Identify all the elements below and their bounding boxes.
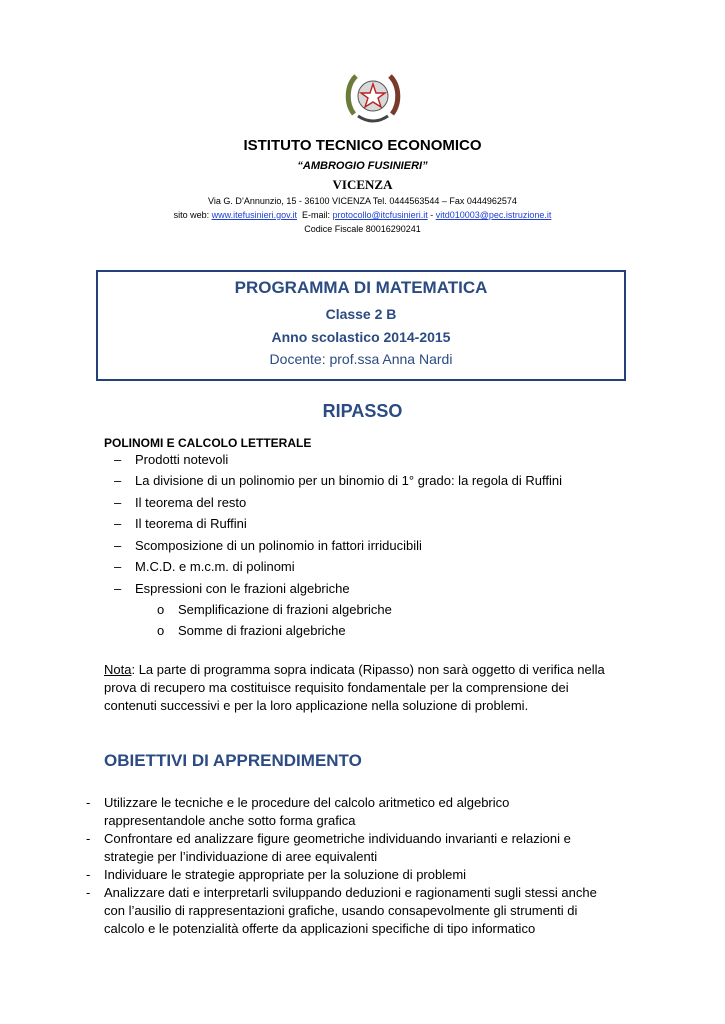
list-item-text: La divisione di un polinomio per un binomio di 1° grado: la regola di Ruffini: [135, 473, 563, 488]
list-item-text: Scomposizione di un polinomio in fattori irriducibili: [135, 538, 422, 553]
dash-bullet: -: [86, 831, 91, 846]
sub-list-item-text: Semplificazione di frazioni algebriche: [178, 602, 392, 617]
circle-bullet: o: [157, 623, 165, 638]
list-item-text: Individuare le strategie appropriate per la soluzione di problemi: [104, 867, 467, 882]
list-item-text: Il teorema di Ruffini: [135, 516, 247, 531]
section-title: POLINOMI E CALCOLO LETTERALE: [104, 436, 312, 450]
dash-bullet: –: [114, 473, 122, 488]
pec-link[interactable]: vitd010003@pec.istruzione.it: [435, 210, 552, 220]
sub-list-item-text: Somme di frazioni algebriche: [178, 623, 346, 638]
institute-contacts: [0, 210, 725, 220]
obiettivi-list: [0, 794, 725, 938]
dash-bullet: –: [114, 452, 122, 467]
obiettivi-heading: OBIETTIVI DI APPRENDIMENTO: [104, 751, 362, 770]
codice-fiscale: Codice Fiscale 80016290241: [304, 224, 421, 234]
institute-subtitle: “AMBROGIO FUSINIERI”: [297, 160, 428, 172]
nota-label: Nota: [104, 662, 132, 677]
nota-paragraph: [104, 661, 624, 715]
dash-bullet: -: [86, 795, 91, 810]
list-item-text: Prodotti notevoli: [135, 452, 229, 467]
list-item-text: Confrontare ed analizzare figure geometriche individuando invarianti e relazioni e strategie per l’individuazione di aree equivalenti: [104, 831, 571, 864]
dash-bullet: -: [86, 885, 91, 900]
dash-bullet: –: [114, 516, 122, 531]
dash-bullet: –: [114, 559, 122, 574]
republic-emblem-icon: [344, 68, 402, 128]
web-label: sito web:: [173, 210, 212, 220]
circle-bullet: o: [157, 602, 165, 617]
institute-name: ISTITUTO TECNICO ECONOMICO: [243, 137, 482, 154]
program-box: [96, 270, 626, 381]
dash-bullet: –: [114, 538, 122, 553]
dash-bullet: –: [114, 495, 122, 510]
list-item-text: Il teorema del resto: [135, 495, 247, 510]
list-item: [0, 830, 614, 866]
list-item-text: Analizzare dati e interpretarli sviluppando deduzioni e ragionamenti sugli stessi anche con l’ausilio di rappresentazioni grafiche, usando consapevolmente gli strumenti di calcolo e le potenzialità offerte da applicazioni specifiche di tipo informatico: [104, 885, 597, 936]
list-item-text: Utilizzare le tecniche e le procedure del calcolo aritmetico ed algebrico rappresentandole anche sotto forma grafica: [104, 795, 510, 828]
dash-bullet: –: [114, 581, 122, 596]
list-item: [0, 866, 614, 884]
dash-bullet: -: [86, 867, 91, 882]
website-link[interactable]: www.itefusinieri.gov.it: [211, 210, 297, 220]
list-item-text: M.C.D. e m.c.m. di polinomi: [135, 559, 295, 574]
program-teacher: Docente: prof.ssa Anna Nardi: [269, 351, 453, 367]
program-title: PROGRAMMA DI MATEMATICA: [234, 278, 488, 297]
list-item: [0, 794, 614, 830]
ripasso-heading: RIPASSO: [322, 401, 403, 421]
list-item: [0, 884, 614, 938]
nota-text: : La parte di programma sopra indicata (Ripasso) non sarà oggetto di verifica nella prova di recupero ma costituisce requisito fondamentale per la comprensione dei contenuti successivi e per la loro applicazione nella soluzione di problemi.: [104, 662, 605, 713]
institute-address: Via G. D’Annunzio, 15 - 36100 VICENZA Tel. 0444563544 – Fax 0444962574: [208, 196, 517, 206]
program-year: Anno scolastico 2014-2015: [271, 329, 451, 345]
contact-separator: -: [427, 210, 436, 220]
email-link[interactable]: protocollo@itcfusinieri.it: [332, 210, 428, 220]
email-label: E-mail:: [302, 210, 333, 220]
program-class: Classe 2 B: [325, 306, 397, 322]
institute-city: VICENZA: [332, 177, 393, 192]
list-item-text: Espressioni con le frazioni algebriche: [135, 581, 350, 596]
